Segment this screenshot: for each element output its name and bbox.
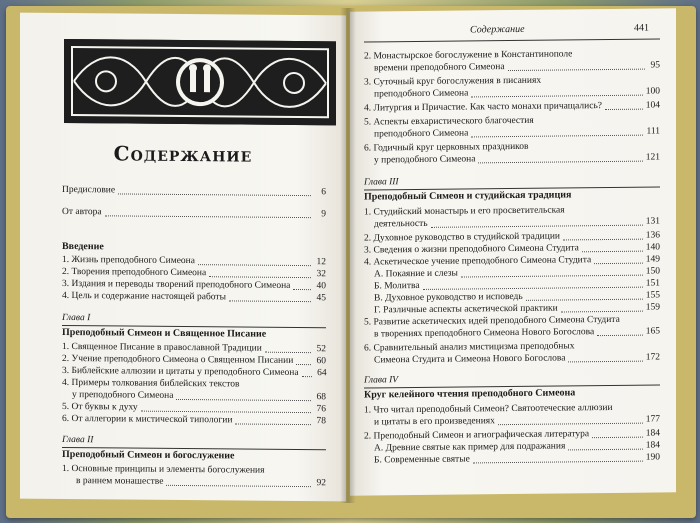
toc-entry-page: 111 <box>646 126 660 137</box>
toc-entry-page: 95 <box>650 60 660 71</box>
leader-dots <box>471 95 642 98</box>
toc-entry-label: Б. Молитва <box>374 280 420 292</box>
running-head-rule <box>364 38 660 42</box>
toc-entry-label: 6. Сравнительный анализ мистицизма преподобных <box>364 341 575 354</box>
book-gutter <box>340 8 356 503</box>
toc-entry[interactable] <box>62 378 240 391</box>
toc-entry-page: 52 <box>316 344 326 355</box>
toc-entry-label: 1. Священное Писание в православной Традиции <box>62 341 262 354</box>
toc-entry-label: Б. Современные святые <box>374 454 470 466</box>
leader-dots <box>473 461 643 464</box>
page-number: 441 <box>634 22 649 34</box>
toc-entry[interactable] <box>62 267 326 280</box>
toc-entry-page: 60 <box>316 356 326 367</box>
ornamental-headpiece <box>64 39 336 125</box>
toc-entry-page: 155 <box>645 290 660 301</box>
chapter-label: Глава III <box>364 177 399 188</box>
toc-entry-label: 5. От буквы к духу <box>62 401 138 413</box>
leader-dots <box>296 364 311 365</box>
toc-entry[interactable] <box>62 464 265 477</box>
toc-entry-label: А. Покаяние и слезы <box>374 268 458 280</box>
toc-entry-label: 4. Примеры толкования библейских текстов <box>62 377 240 390</box>
toc-entry[interactable] <box>364 116 534 129</box>
toc-entry-page: 9 <box>321 209 326 220</box>
toc-entry-page: 40 <box>316 281 326 292</box>
toc-entry[interactable] <box>374 326 660 340</box>
toc-entry-label: 2. Монастырское богослужение в Константинополе <box>364 49 573 62</box>
toc-entry-page: 104 <box>645 100 660 111</box>
leader-dots <box>526 299 643 301</box>
toc-entry-label: Г. Различные аспекты аскетической практики <box>374 303 558 316</box>
headpiece-ornament-icon <box>66 41 334 123</box>
leader-dots <box>461 275 643 278</box>
leader-dots <box>605 109 643 110</box>
toc-entry[interactable] <box>374 216 660 230</box>
leader-dots <box>176 399 311 401</box>
toc-entry[interactable] <box>364 100 660 114</box>
leader-dots <box>568 361 642 363</box>
toc-entry-label: 3. Издания и переводы творений преподобного Симеона <box>62 278 291 291</box>
leader-dots <box>592 437 643 439</box>
leader-dots <box>118 193 311 196</box>
toc-entry-page: 159 <box>645 302 660 313</box>
toc-entry-label: и цитаты в его произведениях <box>374 416 495 428</box>
leader-dots <box>508 69 645 71</box>
toc-entry-label: 2. Творения преподобного Симеона <box>62 266 207 279</box>
toc-entry[interactable] <box>374 86 660 100</box>
toc-entry-page: 45 <box>316 293 326 304</box>
leader-dots <box>302 376 312 377</box>
toc-entry-label: В. Духовное руководство и исповедь <box>374 291 523 304</box>
toc-entry-label: 4. Аскетическое учение преподобного Симеона Студита <box>364 255 592 268</box>
leader-dots <box>235 423 311 425</box>
leader-dots <box>498 423 643 426</box>
toc-entry-page: 100 <box>645 86 660 97</box>
leader-dots <box>229 300 311 302</box>
toc-entry-page: 184 <box>645 428 660 439</box>
toc-entry[interactable] <box>374 352 660 366</box>
toc-entry-label: 2. Учение преподобного Симеона о Священном Писании <box>62 353 294 366</box>
toc-entry-label: времени преподобного Симеона <box>374 62 505 74</box>
toc-entry-page: 121 <box>645 152 660 163</box>
toc-entry[interactable] <box>62 185 326 198</box>
leader-dots <box>423 287 643 290</box>
toc-entry-page: 172 <box>645 352 660 363</box>
toc-entry-page: 190 <box>645 452 660 463</box>
running-head: Содержание <box>470 23 525 36</box>
toc-entry[interactable] <box>62 207 326 220</box>
toc-entry-page: 165 <box>645 326 660 337</box>
page-title: Содержание <box>113 141 253 167</box>
chapter-label: Глава II <box>62 434 94 446</box>
toc-entry-label: в раннем монашестве <box>76 476 164 487</box>
leader-dots <box>293 289 311 290</box>
toc-entry-label: 3. Суточный круг богослужения в писаниях <box>364 75 542 88</box>
toc-entry-page: 76 <box>316 404 326 415</box>
leader-dots <box>561 311 643 313</box>
toc-entry-label: у преподобного Симеона <box>374 154 476 166</box>
toc-entry-page: 131 <box>645 216 660 227</box>
toc-entry-label: преподобного Симеона <box>374 88 469 100</box>
leader-dots <box>265 352 311 353</box>
toc-entry[interactable] <box>374 60 660 74</box>
toc-entry-label: у преподобного Симеона <box>72 390 174 401</box>
toc-entry[interactable] <box>62 279 326 292</box>
toc-entry-label: 4. Цель и содержание настоящей работы <box>62 290 226 303</box>
chapter-heading: Круг келейного чтения преподобного Симеона <box>364 387 576 401</box>
toc-entry-label: преподобного Симеона <box>374 128 469 140</box>
toc-entry[interactable] <box>76 476 326 489</box>
toc-entry[interactable] <box>364 76 541 89</box>
toc-entry-label: 1. Что читал преподобный Симеон? Святоотеческие аллюзии <box>364 402 613 416</box>
toc-entry[interactable] <box>364 341 575 354</box>
leader-dots <box>563 239 643 241</box>
leader-dots <box>141 411 311 413</box>
leader-dots <box>431 225 643 228</box>
toc-entry-page: 92 <box>316 478 326 489</box>
leader-dots <box>105 215 311 218</box>
toc-entry-label: 3. Библейские аллюзии и цитаты у преподобного Симеона <box>62 365 299 379</box>
toc-entry-page: 64 <box>317 368 327 379</box>
leader-dots <box>471 135 643 138</box>
leader-dots <box>166 485 311 487</box>
toc-entry-label: деятельность <box>374 218 428 230</box>
toc-entry-page: 68 <box>316 392 326 403</box>
right-page <box>350 8 676 495</box>
toc-entry-label: Симеона Студита и Симеона Нового Богослова <box>374 353 566 366</box>
chapter-heading: Преподобный Симеон и богослужение <box>62 448 235 462</box>
toc-entry[interactable] <box>374 414 660 428</box>
toc-entry[interactable] <box>374 126 660 140</box>
toc-entry[interactable] <box>62 402 326 415</box>
toc-entry[interactable] <box>364 142 529 155</box>
toc-entry-label: 2. Преподобный Симеон и агиографическая литература <box>364 429 590 442</box>
leader-dots <box>478 161 642 164</box>
toc-entry-page: 177 <box>645 414 660 425</box>
toc-entry-page: 140 <box>645 242 660 253</box>
leader-dots <box>568 449 642 451</box>
toc-entry-label: 4. Литургия и Причастие. Как часто монахи причащались? <box>364 101 603 114</box>
toc-entry[interactable] <box>374 452 660 466</box>
chapter-label: Глава I <box>62 312 91 324</box>
toc-entry-label: 1. Жизнь преподобного Симеона <box>62 254 195 267</box>
toc-entry-label: 1. Основные принципы и элементы богослужения <box>62 463 265 476</box>
left-page <box>20 13 346 502</box>
toc-entry-label: 6. От аллегории к мистической типологии <box>62 413 233 426</box>
section-heading: Введение <box>62 240 104 253</box>
toc-entry-page: 184 <box>645 440 660 451</box>
leader-dots <box>597 335 643 336</box>
toc-entry[interactable] <box>62 366 326 379</box>
toc-entry-label: в творениях преподобного Симеона Нового Богослова <box>374 327 595 340</box>
toc-entry-page: 151 <box>645 278 660 289</box>
toc-entry[interactable] <box>62 354 326 367</box>
leader-dots <box>198 264 311 266</box>
toc-entry-label: 5. Аспекты евхаристического благочестия <box>364 115 534 128</box>
toc-entry-label: 2. Духовное руководство в студийской традиции <box>364 231 561 244</box>
toc-entry-label: Предисловие <box>62 184 116 196</box>
toc-entry[interactable] <box>374 152 660 166</box>
leader-dots <box>594 263 643 265</box>
chapter-label: Глава IV <box>364 375 399 386</box>
toc-entry-page: 136 <box>645 230 660 241</box>
toc-entry-label: А. Древние святые как пример для подражания <box>374 441 566 454</box>
toc-entry[interactable] <box>62 291 326 304</box>
leader-dots <box>209 276 311 278</box>
toc-entry[interactable] <box>62 414 326 427</box>
toc-entry-page: 12 <box>316 257 326 268</box>
toc-entry-page: 32 <box>316 269 326 280</box>
toc-entry-page: 6 <box>321 187 326 198</box>
toc-entry-label: 5. Развитие аскетических идей преподобного Симеона Студита <box>364 314 620 328</box>
chapter-heading: Преподобный Симеон и студийская традиция <box>364 189 572 203</box>
toc-entry-label: 3. Сведения о жизни преподобного Симеона Студита <box>364 243 579 256</box>
toc-entry[interactable] <box>62 342 326 355</box>
toc-entry[interactable] <box>364 49 572 62</box>
toc-entry-label: 1. Студийский монастырь и его просветительская <box>364 205 565 218</box>
chapter-heading: Преподобный Симеон и Священное Писание <box>62 326 267 340</box>
toc-entry-page: 149 <box>645 254 660 265</box>
toc-entry-label: 6. Годичный круг церковных праздников <box>364 141 529 154</box>
leader-dots <box>582 251 643 253</box>
toc-entry[interactable] <box>72 390 326 403</box>
toc-entry-page: 150 <box>645 266 660 277</box>
toc-entry[interactable] <box>62 255 326 268</box>
toc-entry-label: От автора <box>62 206 102 218</box>
toc-entry-page: 78 <box>316 416 326 427</box>
toc-entry[interactable] <box>364 205 565 218</box>
